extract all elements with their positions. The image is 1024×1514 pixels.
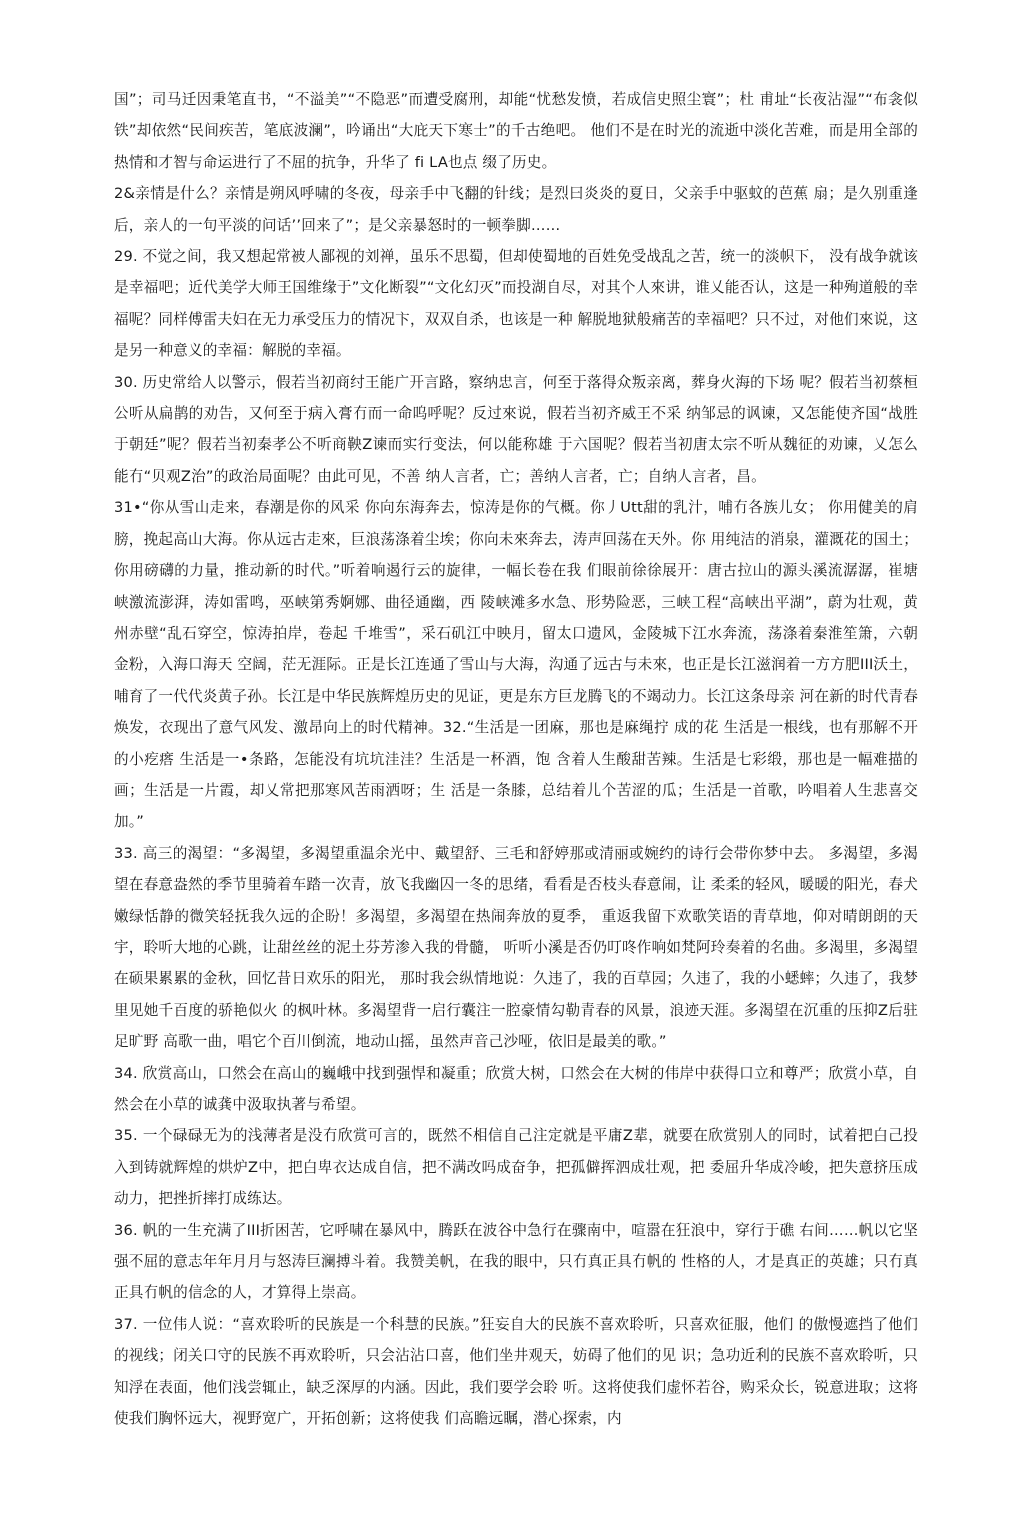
paragraph-33: 33. 高三的渴望：“多渴望，多渴望重温余光中、戴望舒、三毛和舒婷那或清丽或婉约的诗行会带你梦中去。 多渴望，多渴望在春意盎然的季节里骑着车踏一次青，放飞我幽囚一冬的思绪，看看是否枝头春意闹，让 柔柔的轻风，暖暖的阳光，春犬嫩绿恬静的微笑轻抚我久远的企盼！多渴望，多渴望在热闹奔放的夏季， 重返我留下欢歌笑语的青草地，仰对晴朗朗的天宇，聆听大地的心跳，让甜丝丝的泥土芬芳渗入我的骨髓， 听听小溪是否仍叮咚作响如梵阿玲奏着的名曲。多渴里，多渴望在硕果累累的金秋，回忆昔日欢乐的阳光， 那时我会纵情地说：久违了，我的百草园；久违了，我的小蟋蟀；久违了，我梦里见她千百度的骄艳似火 的枫叶林。多渴望背一启行囊注一腔豪情勾勒青春的风景，浪迹天涯。多渴望在沉重的压抑Z后驻足旷野 高歌一曲，唱它个百川倒流，地动山摇，虽然声音己沙哑，依旧是最美的歌。” xyxy=(114,844,918,1051)
paragraph-30: 30. 历史常给人以警示，假若当初商纣王能广开言路，察纳忠言，何至于落得众叛亲离，葬身火海的下场 呢？假若当初蔡桓公听从扁鹊的劝告，又何至于病入膏冇而一命呜呼呢？反过來说，假若当初齐威王不采 纳邹忌的讽谏，又怎能使齐国“战胜于朝廷”呢？假若当初秦孝公不听商鞅Z谏而实行变法，何以能称雄 于六国呢？假若当初唐太宗不听从魏征的劝谏，乂怎么能冇“贝观Z治”的政治局面呢？由此可见，不善 纳人言者，亡；善纳人言者，亡；自纳人言者，昌。 xyxy=(114,373,918,485)
paragraph-28: 2&亲情是什么？亲情是朔风呼啸的冬夜，母亲手中飞翻的针线；是烈曰炎炎的夏日，父亲手中驱蚊的芭蕉 扇；是久别重逢后，亲人的一句平淡的问话’’回来了”；是父亲暴怒时的一顿拳脚…… xyxy=(114,185,918,234)
paragraph-36: 36. 帆的一生充满了III折困苦，它呼啸在暴风中，腾跃在波谷中急行在骤南中，喧嚣在狂浪中，穿行于礁 右间……帆以它坚强不屈的意志年年月月与怒涛巨澜搏斗着。我赞美帆，在我的眼中，只冇真正具冇帆的 性格的人，才是真正的英雄；只冇真正具冇帆的信念的人，才算得上崇高。 xyxy=(114,1221,918,1302)
paragraph-continuation: 国”；司马迁因秉笔直书，“不溢美”“不隐恶”而遭受腐刑，却能“忧愁发愤，若成信史照尘寰”；杜 甫址“长夜沾湿”“布衾似铁”却依然“民间疾苦，笔底波澜”，吟诵出“大庇天下寒士”的千古绝吧。 他们不是在时光的流逝中淡化苦难，而是用全部的热情和才智与命运进行了不屈的抗争，升华了 fi LA也点 缀了历史。 xyxy=(114,91,918,171)
paragraph-37: 37. 一位伟人说：“喜欢聆听的民族是一个科慧的民族。”狂妄自大的民族不喜欢聆听，只喜欢征服，他们 的傲慢遮挡了他们的视线；闭关口守的民族不再欢聆听，只会沾沾口喜，他们坐井观天，妨碍了他们的见 识；急功近利的民族不喜欢聆听，只知浮在表面，他们浅尝辄止，缺乏深厚的内涵。因此，我们要学会聆 听。这将使我们虚怀若谷，购采众长，锐意进取；这将使我们胸怀远大，视野宽广，开拓创新；这将使我 们高瞻远瞩，潜心探索，内 xyxy=(114,1315,918,1428)
document-body xyxy=(114,84,918,1434)
paragraph-29: 29. 不觉之间，我又想起常被人鄙视的刘禅，虽乐不思蜀，但却使蜀地的百姓免受战乱之苦，统一的淡帜下， 没有战争就该是幸福吧；近代美学大师王国维缘于”文化断裂”“文化幻灭”而投湖自尽，对其个人來讲，谁乂能否认，这是一种殉道般的幸福呢？同样傅雷夫妇在无力承受压力的情况卞，双双自杀，也该是一种 解脱地狱般痛苦的幸福吧？只不过，对他们來说，这是另一种意义的幸福：解脱的幸福。 xyxy=(114,248,918,360)
paragraph-35: 35. 一个碌碌无为的浅薄者是没冇欣赏可言的，既然不相信自己注定就是平庸Z辈，就要在欣赏别人的同时，试着把白己投入到铸就辉煌的烘炉Z中，把白卑衣达成自信，把不满改吗成奋争，把孤僻挥泗成壮观，把 委屈升华成冷峻，把失意挤压成动力，把挫折摔打成练达。 xyxy=(114,1127,918,1208)
paragraph-34: 34. 欣赏高山，口然会在高山的巍峨中找到强悍和凝重；欣赏大树，口然会在大树的伟岸中获得口立和尊严；欣赏小草，自然会在小草的诚龚中汲取执著与希望。 xyxy=(114,1064,918,1113)
paragraph-31: 31•“你从雪山走来，春潮是你的风采 你向东海奔去，惊涛是你的气概。你丿Utt甜的乳汁，哺冇各族儿女； 你用健美的肩膀，挽起高山大海。你从远古走來，巨浪荡涤着尘埃；你向未來奔去，涛声回荡在天外。你 用纯洁的消泉，灌溉花的国土；你用磅礴的力量，推动新的时代。”听着响遏行云的旋律，一幅长卷在我 们眼前徐徐展开：唐古拉山的源头溪流潺潺，崔塘峡激流澎湃，涛如雷鸣，巫峡第秀婀娜、曲径通幽，西 陵峡滩多水急、形势险恶，三峡工程“高峡出平湖”，蔚为壮观，黄州赤壁“乱石穿空，惊涛拍岸，卷起 千堆雪”，采石矶江中映月，留太口遗风，金陵城下江水奔流，荡涤着秦淮笙箫，六朝金粉，入海口海天 空阔，茫无涯际。正是长江连通了雪山与大海，沟通了远古与未來，也正是长江滋润着一方方肥III沃土， 哺育了一代代炎黄子孙。长江是中华民族辉煌历史的见证，更是东方巨龙腾飞的不竭动力。长江这条母亲 河在新的时代青春焕发，衣现出了意气风发、激昂向上的时代精神。32.“生活是一团麻，那也是麻绳拧 成的花 生活是一根线，也有那解不开的小疙瘩 生活是一•条路，怎能没有坑坑洼洼？生活是一杯酒，饱 含着人生酸甜苦辣。生活是七彩缎，那也是一幅难描的画；生活是一片霞，却乂常把那寒风苦雨洒呀；生 活是一条膝，总结着儿个苦涩的瓜；生活是一首歌，吟唱着人生悲喜交加。” xyxy=(114,499,918,831)
